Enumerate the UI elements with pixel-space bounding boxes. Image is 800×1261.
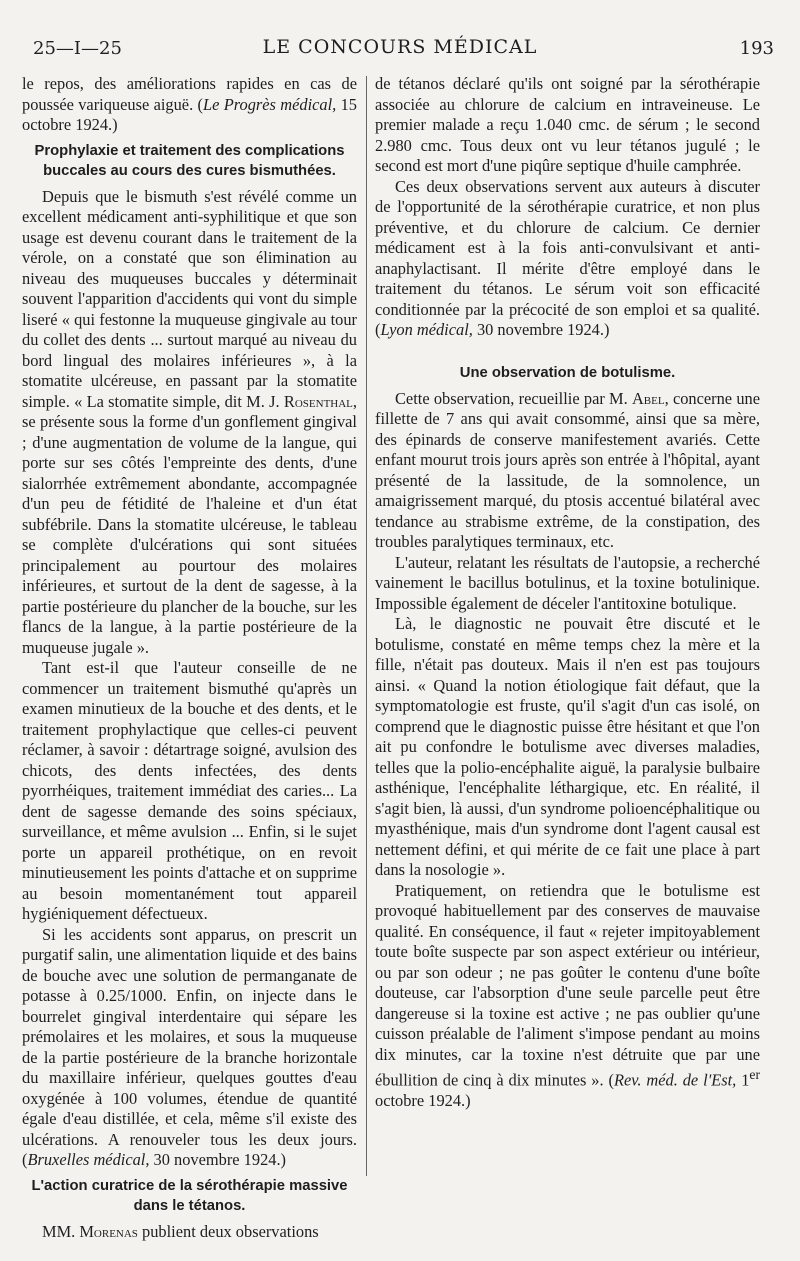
paragraph: Depuis que le bismuth s'est révélé comme un excellent médicament anti-syphilitique et que son usage est devenu courant dans le traitement de la vérole, on a constaté que son élimination au niveau des muqueuses buccales y déterminait souvent l'apparition d'accidents qui vont du simple liseré « qui festonne la muqueuse gingivale au tour du collet des dents ... surtout marqué au niveau du bord lingual des molaires inférieures », à la stomatite ulcéreuse, en passant par la stomatite simple. « La stomatite simple, dit M. J. Rosenthal, se présente sous la forme d'un gonflement gingival ; d'une augmentation de volume de la langue, qui porte sur ses côtés l'empreinte des dents, d'une sialorrhée extrêmement abondante, accompagnée d'un peu de fétidité de l'haleine et d'un état subfébrile. Dans la stomatite ulcéreuse, le tableau se complète d'ulcérations qui sont situées principalement au pourtour des molaires inférieures, et surtout de la dent de sagesse, à la partie postérieure du plancher de la bouche, sur les flancs de la langue, à la partie postérieure de la muqueuse jugale ». [22,186,357,657]
journal-title: LE CONCOURS MÉDICAL [262,36,538,58]
author-name: Rosenthal [283,391,353,411]
section-heading-bismuth: Prophylaxie et traitement des complications buccales au cours des cures bismuthées. [34,142,345,179]
citation: Lyon médical, [380,320,473,339]
paragraph: Tant est-il que l'auteur conseille de ne commencer un traitement bismuthé qu'après un examen minutieux de la bouche et des dents, et le traitement prophylactique que celles-ci peuvent réclamer, à savoir : détartrage soigné, avulsion des chicots, des dents infectées, des dents pyorrhéiques, traitement immédiat des caries... La dent de sagesse demande des soins spéciaux, surveillance, et même avulsion ... Enfin, si le sujet porte un appareil prothétique, on en revoit minutieusement les points d'attache et on supprime au besoin momentanément tout appareil hygiéniquement défectueux. [22,658,357,923]
page-header [0,0,800,64]
author-name: Morenas [79,1221,138,1241]
paragraph: Ces deux observations servent aux auteurs à discuter de l'opportunité de la sérothérapie curatrice, et non plus préventive, et du chlorure de calcium. Ce dernier médicament est à la fois anti-convulsivant et anti-anaphylactisant. Il mérite d'être employé dans le traitement du tétanos. Le sérum voit son efficacité conditionnée par la précocité de son emploi et sa qualité. (Lyon médical, 30 novembre 1924.) [375,176,760,339]
paragraph: Pratiquement, on retiendra que le botulisme est provoqué habituellement par des conserves de mauvaise qualité. En conséquence, il faut « rejeter impitoyablement toute boîte suspecte par son aspect extérieur ou intérieur, ou par son odeur ; ne pas goûter le contenu d'une boîte douteuse, car l'absorption d'une seule parcelle peut être dangereuse si la toxine est active ; ne pas oublier qu'une cuisson préalable de l'aliment s'impose pendant au moins dix minutes, car la toxine n'est détruite que par une ébullition de cinq à dix minutes ». (Rev. méd. de l'Est, 1er octobre 1924.) [375,880,760,1110]
left-column [22,74,357,1242]
section-heading-botulisme: Une observation de botulisme. [459,364,676,381]
citation: Bruxelles médical, [27,1150,150,1169]
issue-date: 25—I—25 [33,38,122,59]
paragraph: Cette observation, recueillie par M. Abel, concerne une fillette de 7 ans qui avait consommé, ainsi que sa mère, des épinards de conserve manifestement avariés. Cette enfant mourut trois jours après son entrée à l'hôpital, ayant présenté de la lassitude, de la somnolence, un amaigrissement marqué, du ptosis accentué bilatéral avec tendance au strabisme extrême, de la constipation, des troubles paralytiques terminaux, etc. [375,388,760,551]
paragraph: de tétanos déclaré qu'ils ont soigné par la sérothérapie associée au chlorure de calcium en intraveineuse. Le premier malade a reçu 1.040 cmc. de sérum ; le second 2.980 cmc. Tous deux ont vu leur tétanos jugulé ; le second est mort d'une piqûre septique d'huile camphrée. [375,74,760,175]
column-divider [366,76,367,1176]
page-number: 193 [739,38,774,59]
citation: Rev. méd. de l'Est, [614,1070,737,1090]
paragraph: Si les accidents sont apparus, on prescrit un purgatif salin, une alimentation liquide et des bains de bouche avec une solution de permanganate de potasse à 0.25/1000. Enfin, on injecte dans le bourrelet gingival interdentaire qui sépare les prémolaires et les molaires, et sous la muqueuse de la partie postérieure de la branche horizontale du maxillaire inférieur, quelques gouttes d'eau oxygénée à 100 volumes, étendue de quantité égale d'eau distillée, et cela, même s'il existe des ulcérations. A renouveler tous les deux jours. (Bruxelles médical, 30 novembre 1924.) [22,924,357,1169]
paragraph: MM. Morenas publient deux observations [42,1221,319,1241]
paragraph: Là, le diagnostic ne pouvait être discuté et le botulisme, constaté en même temps chez la mère et la fille, n'était pas douteux. Mais il n'en est pas toujours ainsi. « Quand la notion étiologique fait défaut, que la symptomatologie est fruste, qu'il s'agit d'un cas isolé, on comprend que le diagnostic puisse être hésitant et que l'on ait pu confondre le botulisme avec diverses maladies, telles que la polio-encéphalite aiguë, la paralysie bulbaire asthénique, l'encéphalite léthargique, etc. En réalité, il s'agit bien, là aussi, d'un syndrome polioencéphalitique ou myasthénique, mais d'un syndrome dont l'agent causal est nettement défini, et qui mérite de ce fait une place à part dans la nosologie ». [375,614,760,879]
paragraph: L'auteur, relatant les résultats de l'autopsie, a recherché vainement le bacillus botulinus, et la toxine botulinique. Impossible également de déceler l'antitoxine botulique. [375,552,760,613]
intro-paragraph: le repos, des améliorations rapides en cas de poussée variqueuse aiguë. (Le Progrès médical, 15 octobre 1924.) [22,74,358,134]
citation: Le Progrès médical, [202,94,337,114]
right-column [375,74,760,1111]
section-heading-tetanos: L'action curatrice de la sérothérapie massive dans le tétanos. [31,1177,348,1214]
author-name: Abel [631,388,665,408]
